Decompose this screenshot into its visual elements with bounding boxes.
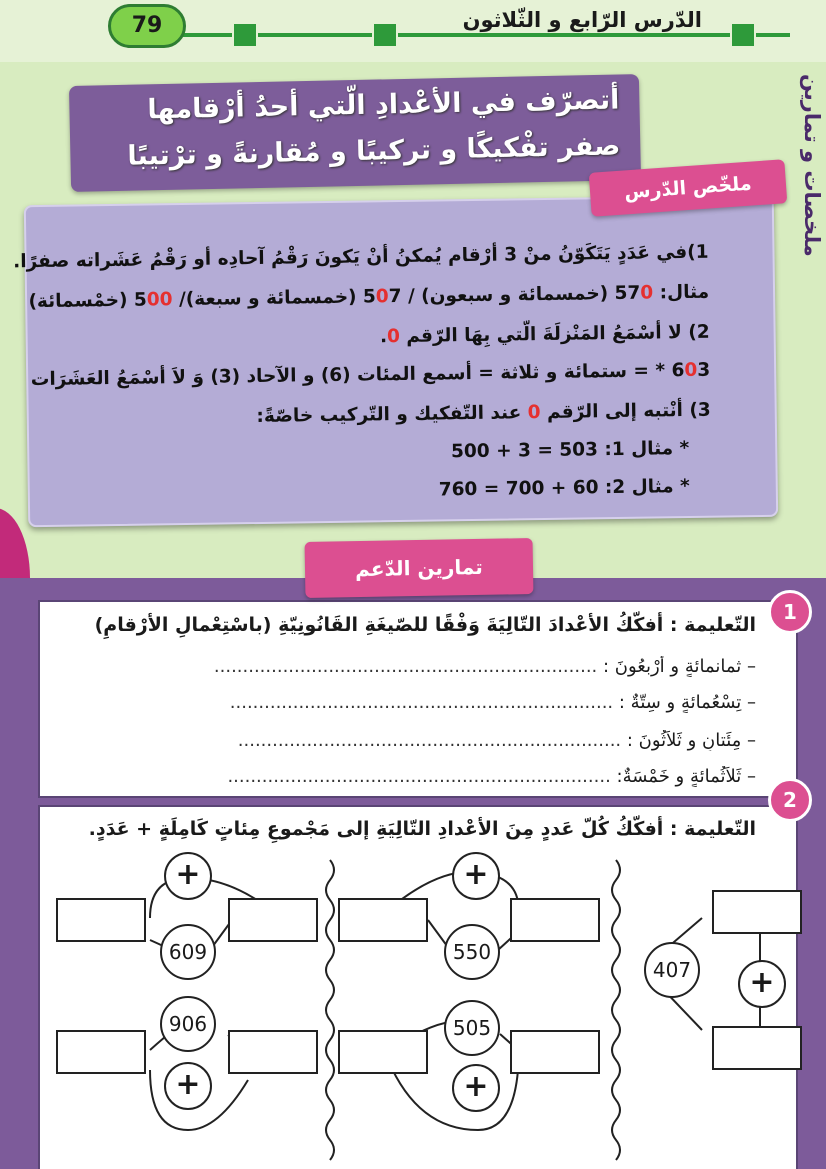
example-570: 570 bbox=[614, 282, 654, 305]
summary-rule-3: 3) أنْتبه إلى الرّقم 0 عند التّفكيك و التّركيب خاصّةً: bbox=[256, 399, 711, 428]
answer-box[interactable] bbox=[228, 898, 318, 942]
example-507: 507 bbox=[362, 285, 402, 308]
answer-box[interactable] bbox=[56, 898, 146, 942]
exercise-1-item[interactable]: – تِسْعُمائةٍ و سِتّةٌ : ................................................................... bbox=[229, 692, 756, 713]
answer-box[interactable] bbox=[712, 1026, 802, 1070]
answer-box[interactable] bbox=[338, 898, 428, 942]
number-circle-407: 407 bbox=[644, 942, 700, 998]
plus-circle: + bbox=[164, 852, 212, 900]
answer-box[interactable] bbox=[510, 898, 600, 942]
summary-rule-1: 1)في عَدَدٍ يَتَكَوّنُ منْ 3 أرْقام يُمكنُ أنْ يَكونَ رَقْمُ آحادِه أو رَقْمُ عَشَراته صفرًا. bbox=[13, 241, 709, 273]
heading-line-1: أتصرّف في الأعْدادِ الّتي أحدُ أرْقامها bbox=[147, 84, 620, 126]
summary-panel bbox=[13, 195, 778, 527]
summary-example-1: * مثال 1: 503 = 3 + 500 bbox=[450, 437, 690, 463]
plus-circle: + bbox=[164, 1062, 212, 1110]
summary-example-line: مثال: 570 (خمسمائة و سبعون) / 507 (خمسمائة و سبعة)/ 500 (خمْسمائة) bbox=[28, 281, 710, 313]
plus-circle: + bbox=[738, 960, 786, 1008]
exercise-1-item[interactable]: – مِئَتانِ و ثَلاَثُونَ : ................................................................... bbox=[237, 730, 756, 751]
answer-box[interactable] bbox=[56, 1030, 146, 1074]
lesson-title: الدّرس الرّابع و الثّلاثون bbox=[449, 8, 716, 32]
plus-circle: + bbox=[452, 852, 500, 900]
exercise-1-item[interactable]: – ثمانمائةٍ و أرْبعُونَ : ................................................................... bbox=[213, 656, 756, 677]
heading-line-2: صفر تفْكيكًا و تركيبًا و مُقارنةً و ترْتيبًا bbox=[127, 130, 621, 172]
number-circle-609: 609 bbox=[160, 924, 216, 980]
summary-tab: ملخّص الدّرس bbox=[589, 159, 788, 217]
lesson-heading-panel bbox=[69, 74, 641, 192]
page-number: 79 bbox=[108, 4, 186, 48]
number-circle-550: 550 bbox=[444, 924, 500, 980]
answer-box[interactable] bbox=[510, 1030, 600, 1074]
answer-box[interactable] bbox=[338, 1030, 428, 1074]
answer-box[interactable] bbox=[712, 890, 802, 934]
summary-rule-2: 2) لا أسْمَعُ المَنْزلَةَ الّتي بِهَا الرّقم 0. bbox=[379, 321, 710, 348]
number-circle-906: 906 bbox=[160, 996, 216, 1052]
number-circle-505: 505 bbox=[444, 1000, 500, 1056]
summary-example-2: * مثال 2: 60 + 700 = 760 bbox=[438, 475, 690, 501]
exercise-1-instruction: التّعليمة : أفكّكُ الأعْدادَ التّالِيَةَ وَفْقًا للصّيغَةِ القَانُونِيّةِ (باسْتِعْمالِ الأرْقامِ) bbox=[94, 614, 756, 636]
exercise-1-number: 1 bbox=[768, 590, 812, 634]
plus-circle: + bbox=[452, 1064, 500, 1112]
exercise-1-item[interactable]: – ثَلاَثُمائةٍ و خَمْسَةٌ: ................................................................... bbox=[227, 766, 756, 787]
exercise-2-number: 2 bbox=[768, 778, 812, 822]
summary-example-603: 603 * = ستمائة و ثلاثة = أسمع المئات (6) و الآحاد (3) وَ لاَ أسْمَعُ العَشَرَات bbox=[30, 359, 711, 391]
side-label: ملخصات و تمارين bbox=[800, 73, 824, 257]
example-500: 500 bbox=[133, 289, 173, 311]
support-exercises-tab: تمارين الدّعم bbox=[305, 538, 534, 598]
exercise-2-instruction: التّعليمة : أفكّكُ كُلّ عَددٍ مِنَ الأعْدادِ التّالِيَةِ إلى مَجْموعِ مِئاتٍ كَامِلَةٍ + عَدَدٍ. bbox=[88, 818, 756, 840]
answer-box[interactable] bbox=[228, 1030, 318, 1074]
